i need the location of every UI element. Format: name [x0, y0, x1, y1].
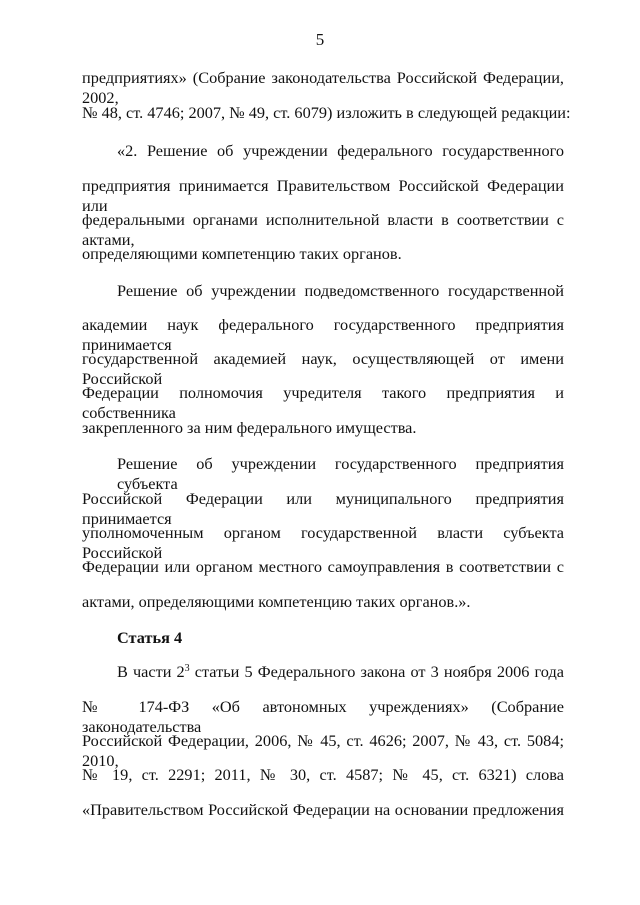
- text-line: № 19, ст. 2291; 2011, № 30, ст. 4587; № 45, ст. 6321) слова: [82, 765, 564, 784]
- text-line: Федерации полномочия учредителя такого предприятия и собственника: [82, 383, 564, 422]
- text-line: актами, определяющими компетенцию таких органов.».: [82, 592, 471, 611]
- text-line: Российской Федерации или муниципального предприятия принимается: [82, 489, 564, 528]
- text-line: № 48, ст. 4746; 2007, № 49, ст. 6079) изложить в следующей редакции:: [82, 103, 571, 122]
- text-line: уполномоченным органом государственной власти субъекта Российской: [82, 523, 564, 562]
- text-line: Федерации или органом местного самоуправления в соответствии с: [82, 557, 564, 576]
- page-number: 5: [315, 30, 325, 49]
- text-line: «2. Решение об учреждении федерального государственного: [117, 141, 564, 160]
- text-line: Решение об учреждении подведомственного государственной: [117, 281, 564, 300]
- text-line: определяющими компетенцию таких органов.: [82, 244, 402, 263]
- text-line: Решение об учреждении государственного предприятия субъекта: [117, 454, 564, 493]
- text-fragment: статьи 5 Федерального закона от 3 ноября 2006 года: [189, 662, 564, 681]
- text-line: [117, 662, 564, 682]
- text-line: закрепленного за ним федерального имущества.: [82, 418, 417, 437]
- text-line: академии наук федерального государственного предприятия принимается: [82, 315, 564, 354]
- text-line: федеральными органами исполнительной власти в соответствии с актами,: [82, 210, 564, 249]
- text-line: предприятия принимается Правительством Российской Федерации или: [82, 176, 564, 215]
- superscript-number: 3: [184, 663, 190, 674]
- text-line: предприятиях» (Собрание законодательства Российской Федерации, 2002,: [82, 68, 564, 107]
- text-line: Российской Федерации, 2006, № 45, ст. 4626; 2007, № 43, ст. 5084; 2010,: [82, 731, 564, 770]
- text-line: государственной академией наук, осуществляющей от имени Российской: [82, 349, 564, 388]
- text-line: «Правительством Российской Федерации на основании предложения: [82, 800, 564, 819]
- text-fragment: В части 2: [117, 662, 185, 681]
- article-heading: Статья 4: [117, 628, 183, 647]
- text-line: № 174-ФЗ «Об автономных учреждениях» (Собрание законодательства: [82, 697, 564, 736]
